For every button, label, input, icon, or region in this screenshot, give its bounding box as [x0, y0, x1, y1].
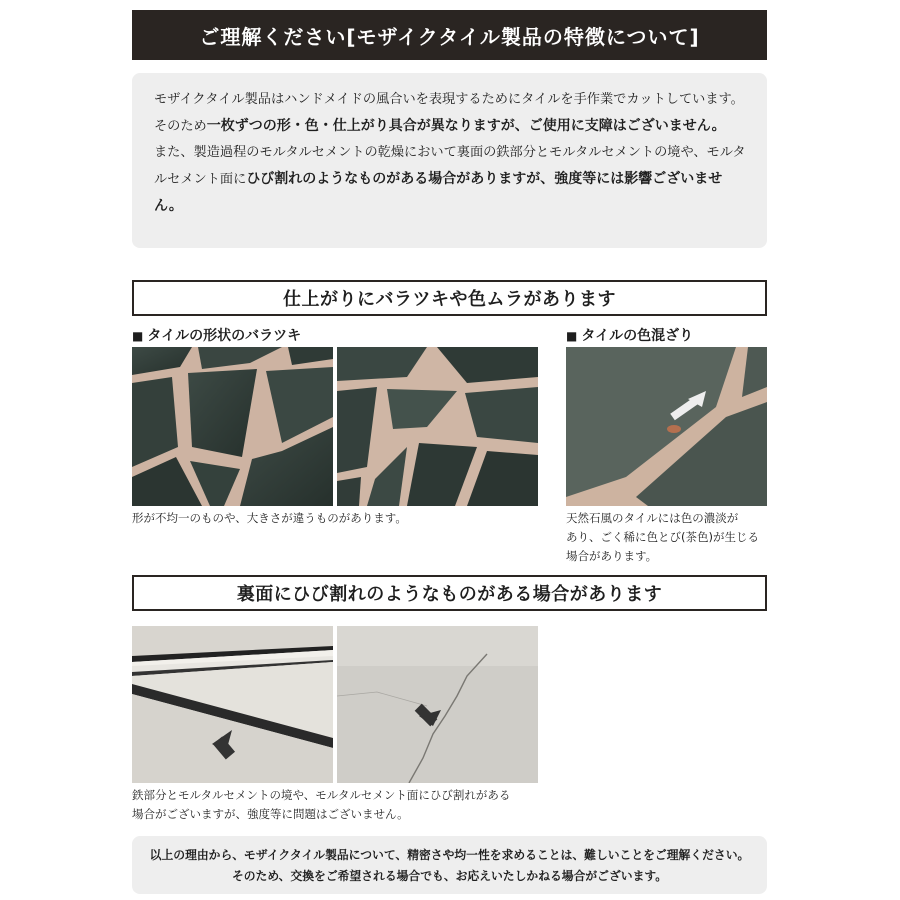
- iron-edge-photo: [132, 626, 333, 783]
- crack-caption: [132, 786, 552, 824]
- tile-color-photo: [566, 347, 767, 506]
- footer-line-2: そのため、交換をご希望される場合でも、お応えいたしかねる場合がございます。: [231, 869, 668, 883]
- intro-paragraph-2: [154, 140, 747, 220]
- intro-paragraph-1: [154, 87, 747, 140]
- shape-variation-caption: 形が不均一のものや、大きさが違うものがあります。: [132, 511, 407, 525]
- intro-emphasis: 一枚ずつの形・色・仕上がり具合が異なりますが、ご使用に支障はございません。: [206, 118, 726, 134]
- shape-variation-label-text: タイルの形状のバラツキ: [147, 328, 302, 344]
- intro-text: モザイクタイル製品はハンドメイドの風合いを表現するためにタイルを手作業でカットしています。そのため: [154, 92, 744, 134]
- caption-line: 鉄部分とモルタルセメントの境や、モルタルセメント面にひび割れがある: [132, 788, 511, 802]
- caption-line: 天然石風のタイルには色の濃淡が: [566, 511, 739, 525]
- shape-variation-label: [132, 325, 301, 345]
- color-mix-caption: [566, 509, 776, 566]
- footer-line-1: 以上の理由から、モザイクタイル製品について、精密さや均一性を求めることは、難しいことをご理解ください。: [149, 848, 750, 862]
- section-heading-variation: 仕上がりにバラツキや色ムラがあります: [132, 280, 767, 316]
- square-bullet-icon: ■: [566, 329, 578, 343]
- intro-notice-box: [132, 73, 767, 248]
- tile-shape-photo-2: [337, 347, 538, 506]
- mortar-crack-photo: [337, 626, 538, 783]
- square-bullet-icon: ■: [132, 329, 144, 343]
- color-mix-label-text: タイルの色混ざり: [581, 328, 694, 344]
- intro-text: また、製造過程のモルタルセメントの乾燥において裏面の鉄部分とモルタルセメントの境や、モルタルセメント面に: [154, 145, 746, 187]
- tile-shape-photo-1: [132, 347, 333, 506]
- intro-emphasis: ひび割れのようなものがある場合がありますが、強度等には影響ございません。: [154, 171, 723, 214]
- color-mix-label: [566, 325, 693, 345]
- footer-notice-box: [132, 836, 767, 894]
- caption-line: あり、ごく稀に色とび(茶色)が生じる: [566, 530, 759, 544]
- caption-line: 場合があります。: [566, 549, 658, 563]
- caption-line: 場合がございますが、強度等に問題はございません。: [132, 807, 409, 821]
- section-heading-cracks: 裏面にひび割れのようなものがある場合があります: [132, 575, 767, 611]
- page-title: ご理解ください[モザイクタイル製品の特徴について]: [132, 10, 767, 60]
